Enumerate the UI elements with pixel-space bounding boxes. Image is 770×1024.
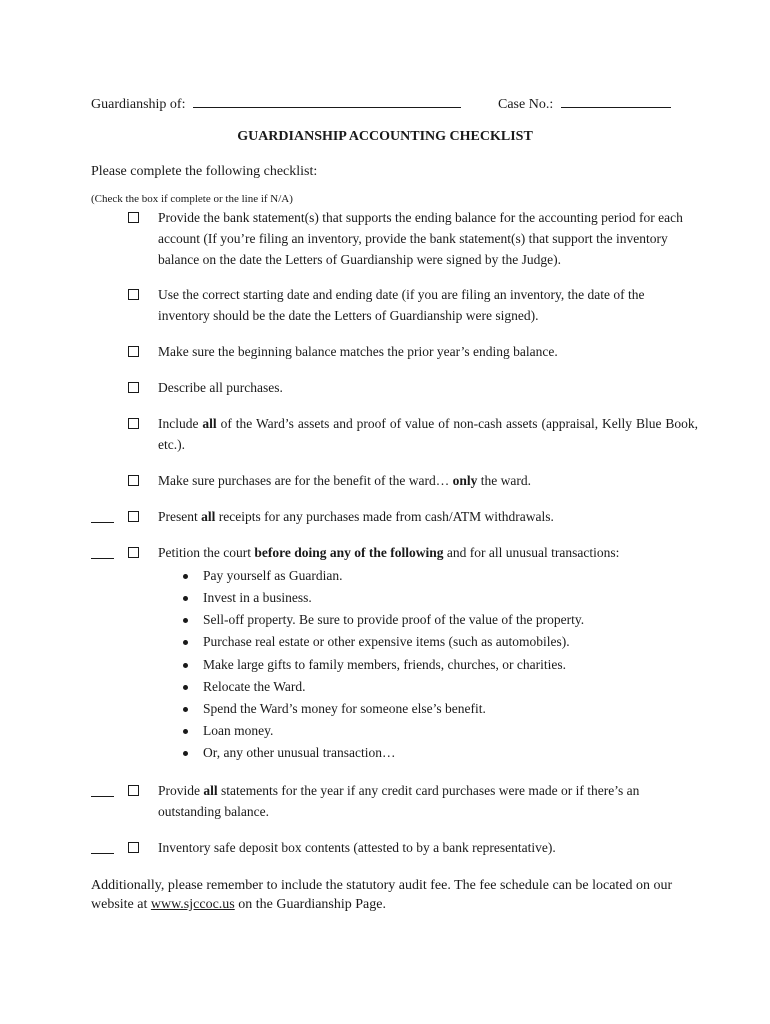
guardianship-of-label: Guardianship of: [91,97,186,112]
case-number-field[interactable] [561,94,671,108]
checkbox-bank-statements[interactable] [128,212,139,223]
bullet-spend-money: Spend the Ward’s money for someone else’s benefit. [203,701,486,716]
case-number-row [498,94,671,113]
bullet-large-gifts: Make large gifts to family members, friends, churches, or charities. [203,657,567,672]
checkbox-correct-dates[interactable] [128,289,139,300]
bullet-sell-off: Sell-off property. Be sure to provide proof of the value of the property. [203,612,585,627]
checkbox-ward-assets[interactable] [128,418,139,429]
intro-text: Please complete the following checklist: [91,164,318,179]
bullet-other-transaction: Or, any other unusual transaction… [203,745,396,760]
bullet-pay-yourself: Pay yourself as Guardian. [203,568,343,583]
item-bank-statements: Provide the bank statement(s) that supports the ending balance for the accounting period for each account (If you’re filing an inventory, provide the bank statement(s) that support the inventory balance on the date the Letters of Guardianship were signed by the Judge). [158,210,683,267]
checkbox-petition[interactable] [128,547,139,558]
item-benefit-of-ward: Make sure purchases are for the benefit of the ward… only the ward. [158,473,532,488]
na-line-credit-card[interactable] [91,796,114,797]
page-title: GUARDIANSHIP ACCOUNTING CHECKLIST [237,129,533,144]
checkbox-safe-deposit[interactable] [128,842,139,853]
checkbox-receipts[interactable] [128,511,139,522]
checkbox-credit-card[interactable] [128,785,139,796]
item-ward-assets: Include all of the Ward’s assets and proof of value of non-cash assets (appraisal, Kelly Blue Book, etc.). [158,416,699,452]
bullet-loan-money: Loan money. [203,723,274,738]
na-line-safe-deposit[interactable] [91,853,114,854]
checkbox-beginning-balance[interactable] [128,346,139,357]
item-describe-purchases: Describe all purchases. [158,380,283,395]
na-line-receipts[interactable] [91,522,114,523]
bullet-relocate: Relocate the Ward. [203,679,306,694]
item-beginning-balance: Make sure the beginning balance matches the prior year’s ending balance. [158,344,558,359]
guardianship-of-row [91,94,461,113]
item-credit-card: Provide all statements for the year if any credit card purchases were made or if there’s an outstanding balance. [158,783,640,819]
item-petition: Petition the court before doing any of the following and for all unusual transactions: [158,545,620,560]
bullet-invest: Invest in a business. [203,590,312,605]
website-link[interactable]: www.sjccoc.us [150,897,235,912]
item-receipts: Present all receipts for any purchases made from cash/ATM withdrawals. [158,509,554,524]
bullet-purchase-real-estate: Purchase real estate or other expensive items (such as automobiles). [203,634,570,649]
na-line-petition[interactable] [91,558,114,559]
case-number-label: Case No.: [498,97,554,112]
item-correct-dates: Use the correct starting date and ending date (if you are filing an inventory, the date of the inventory should be the date the Letters of Guardianship were signed). [158,287,645,323]
checkbox-describe-purchases[interactable] [128,382,139,393]
item-safe-deposit: Inventory safe deposit box contents (attested to by a bank representative). [158,840,556,855]
checkbox-benefit-of-ward[interactable] [128,475,139,486]
instruction-text: (Check the box if complete or the line if N/A) [91,193,293,205]
guardianship-of-field[interactable] [193,94,461,108]
footer-text: Additionally, please remember to include the statutory audit fee. The fee schedule can be located on our website at www.sjccoc.us on the Guardianship Page. [91,878,673,912]
